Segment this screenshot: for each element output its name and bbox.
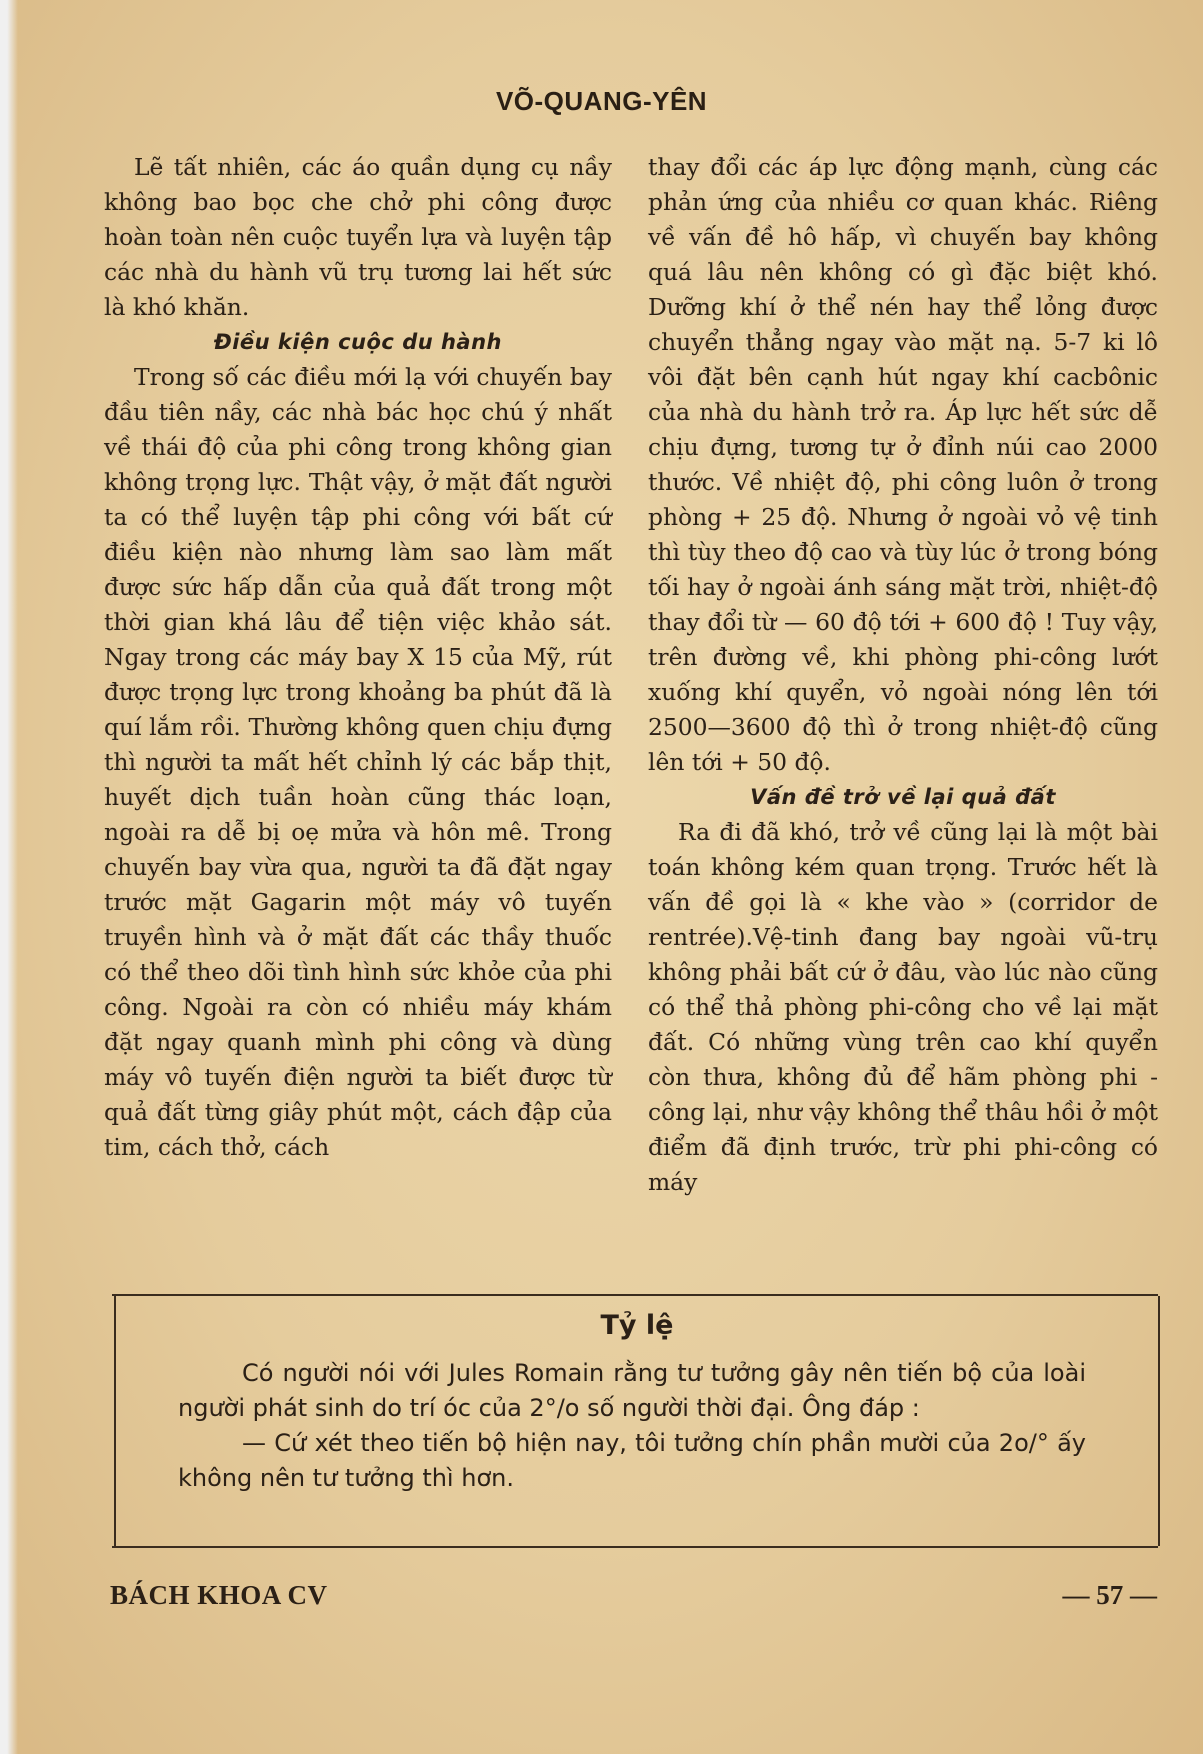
page-torn-edge <box>0 0 18 1754</box>
footer-page-number: — 57 — <box>1062 1580 1157 1610</box>
box-body <box>178 1356 1086 1496</box>
left-paragraph-2: Trong số các điều mới lạ với chuyến bay đầu tiên nầy, các nhà bác học chú ý nhất về thái độ của phi công trong không gian không trọng lực. Thật vậy, ở mặt đất người ta có thể luyện tập phi công với bất cứ điều kiện nào nhưng làm sao làm mất được sức hấp dẫn của quả đất trong một thời gian khá lâu để tiện việc khảo sát. Ngay trong các máy bay X 15 của Mỹ, rút được trọng lực trong khoảng ba phút đã là quí lắm rồi. Thường không quen chịu đựng thì người ta mất hết chỉnh lý các bắp thịt, huyết dịch tuần hoàn cũng thác loạn, ngoài ra dễ bị oẹ mửa và hôn mê. Trong chuyến bay vừa qua, người ta đã đặt ngay trước mặt Gagarin một máy vô tuyến truyền hình và ở mặt đất các thầy thuốc có thể theo dõi tình hình sức khỏe của phi công. Ngoài ra còn có nhiều máy khám đặt ngay quanh mình phi công và dùng máy vô tuyến điện người ta biết được từ quả đất từng giây phút một, cách đập của tim, cách thở, cách <box>104 363 612 1161</box>
right-paragraph-1: thay đổi các áp lực động mạnh, cùng các phản ứng của nhiều cơ quan khác. Riêng về vấn đề hô hấp, vì chuyến bay không quá lâu nên không có gì đặc biệt khó. Dưỡng khí ở thể nén hay thể lỏng được chuyển thẳng ngay vào mặt nạ. 5-7 ki lô vôi đặt bên cạnh hút ngay khí cacbônic của nhà du hành trở ra. Áp lực hết sức dễ chịu đựng, tương tự ở đỉnh núi cao 2000 thước. Về nhiệt độ, phi công luôn ở trong phòng + 25 độ. Nhưng ở ngoài vỏ vệ tinh thì tùy theo độ cao và tùy lúc ở trong bóng tối hay ở ngoài ánh sáng mặt trời, nhiệt-độ thay đổi từ — 60 độ tới + 600 độ ! Tuy vậy, trên đường về, khi phòng phi-công lướt xuống khí quyển, vỏ ngoài nóng lên tới 2500—3600 độ thì ở trong nhiệt-độ cũng lên tới + 50 độ. <box>648 153 1158 776</box>
left-column <box>104 150 612 1165</box>
left-subheading: Điều kiện cuộc du hành <box>213 330 503 354</box>
sidebar-box <box>114 1296 1160 1546</box>
page-header-author: VÕ-QUANG-YÊN <box>495 86 708 116</box>
right-column <box>648 150 1158 1200</box>
left-paragraph-1: Lẽ tất nhiên, các áo quần dụng cụ nầy không bao bọc che chở phi công được hoàn toàn nên cuộc tuyển lựa và luyện tập các nhà du hành vũ trụ tương lai hết sức là khó khăn. <box>104 153 612 321</box>
box-paragraph-1: Có người nói với Jules Romain rằng tư tưởng gây nên tiến bộ của loài người phát sinh do trí óc của 2°/o số người thời đại. Ông đáp : <box>178 1359 1086 1422</box>
box-paragraph-2: — Cứ xét theo tiến bộ hiện nay, tôi tưởng chín phần mười của 2o/° ấy không nên tư tưởng thì hơn. <box>178 1429 1086 1492</box>
right-subheading: Vấn đề trở về lại quả đất <box>750 785 1056 809</box>
box-bottom-rule <box>112 1546 1158 1548</box>
box-title: Tỷ lệ <box>600 1310 674 1341</box>
right-paragraph-2: Ra đi đã khó, trở về cũng lại là một bài toán không kém quan trọng. Trước hết là vấn đề gọi là « khe vào » (corridor de rentrée).Vệ-tinh đang bay ngoài vũ-trụ không phải bất cứ ở đâu, vào lúc nào cũng có thể thả phòng phi-công cho về lại mặt đất. Có những vùng trên cao khí quyển còn thưa, không đủ để hãm phòng phi - công lại, như vậy không thể thâu hồi ở một điểm đã định trước, trừ phi phi-công có máy <box>648 818 1158 1196</box>
footer-magazine-name: BÁCH KHOA CV <box>110 1580 328 1610</box>
